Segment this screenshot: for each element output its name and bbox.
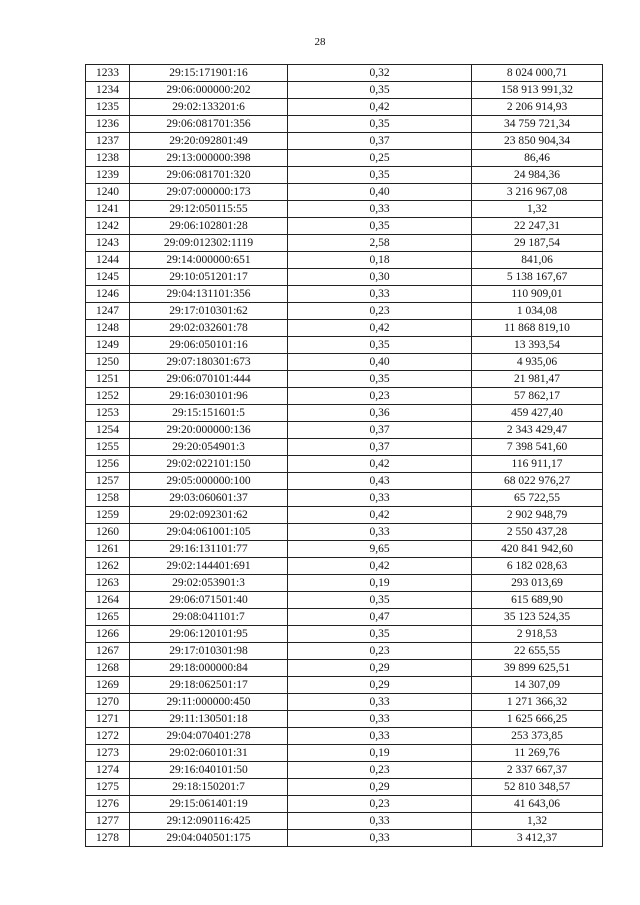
table-row: [86, 507, 603, 524]
table-row: [86, 354, 603, 371]
row-number-cell: 1272: [86, 728, 130, 745]
cadastral-number-cell: 29:16:040101:50: [130, 762, 288, 779]
table-row: [86, 643, 603, 660]
cadastral-number-cell: 29:18:000000:84: [130, 660, 288, 677]
rate-cell: 0,42: [288, 558, 472, 575]
rate-cell: 0,35: [288, 82, 472, 99]
row-number-cell: 1240: [86, 184, 130, 201]
rate-cell: 0,43: [288, 473, 472, 490]
table-row: [86, 303, 603, 320]
row-number-cell: 1239: [86, 167, 130, 184]
table-row: [86, 133, 603, 150]
row-number-cell: 1241: [86, 201, 130, 218]
amount-cell: 11 269,76: [472, 745, 603, 762]
row-number-cell: 1243: [86, 235, 130, 252]
table-row: [86, 745, 603, 762]
cadastral-number-cell: 29:05:000000:100: [130, 473, 288, 490]
table-row: [86, 150, 603, 167]
amount-cell: 1 271 366,32: [472, 694, 603, 711]
rate-cell: 0,47: [288, 609, 472, 626]
row-number-cell: 1250: [86, 354, 130, 371]
rate-cell: 0,19: [288, 745, 472, 762]
amount-cell: 22 655,55: [472, 643, 603, 660]
row-number-cell: 1273: [86, 745, 130, 762]
row-number-cell: 1236: [86, 116, 130, 133]
rate-cell: 0,33: [288, 201, 472, 218]
table-row: [86, 762, 603, 779]
row-number-cell: 1235: [86, 99, 130, 116]
row-number-cell: 1275: [86, 779, 130, 796]
rate-cell: 0,42: [288, 507, 472, 524]
rate-cell: 0,40: [288, 184, 472, 201]
table-row: [86, 660, 603, 677]
row-number-cell: 1260: [86, 524, 130, 541]
rate-cell: 0,30: [288, 269, 472, 286]
amount-cell: 14 307,09: [472, 677, 603, 694]
amount-cell: 13 393,54: [472, 337, 603, 354]
table-row: [86, 269, 603, 286]
row-number-cell: 1259: [86, 507, 130, 524]
row-number-cell: 1238: [86, 150, 130, 167]
cadastral-number-cell: 29:03:060601:37: [130, 490, 288, 507]
amount-cell: 34 759 721,34: [472, 116, 603, 133]
page-number: 28: [314, 36, 326, 48]
rate-cell: 0,33: [288, 813, 472, 830]
row-number-cell: 1268: [86, 660, 130, 677]
amount-cell: 2 343 429,47: [472, 422, 603, 439]
cadastral-number-cell: 29:16:030101:96: [130, 388, 288, 405]
table-row: [86, 82, 603, 99]
row-number-cell: 1252: [86, 388, 130, 405]
rate-cell: 0,25: [288, 150, 472, 167]
table-row: [86, 116, 603, 133]
table-row: [86, 592, 603, 609]
rate-cell: 0,23: [288, 388, 472, 405]
amount-cell: 3 216 967,08: [472, 184, 603, 201]
table-row: [86, 65, 603, 82]
rate-cell: 0,33: [288, 286, 472, 303]
row-number-cell: 1246: [86, 286, 130, 303]
cadastral-number-cell: 29:06:000000:202: [130, 82, 288, 99]
rate-cell: 0,36: [288, 405, 472, 422]
amount-cell: 1 625 666,25: [472, 711, 603, 728]
rate-cell: 0,29: [288, 677, 472, 694]
row-number-cell: 1257: [86, 473, 130, 490]
rate-cell: 0,35: [288, 116, 472, 133]
cadastral-number-cell: 29:11:130501:18: [130, 711, 288, 728]
amount-cell: 420 841 942,60: [472, 541, 603, 558]
rate-cell: 0,29: [288, 660, 472, 677]
table-row: [86, 337, 603, 354]
cadastral-number-cell: 29:17:010301:98: [130, 643, 288, 660]
rate-cell: 0,32: [288, 65, 472, 82]
table-row: [86, 728, 603, 745]
cadastral-number-cell: 29:06:081701:356: [130, 116, 288, 133]
rate-cell: 0,18: [288, 252, 472, 269]
table-row: [86, 99, 603, 116]
amount-cell: 7 398 541,60: [472, 439, 603, 456]
rate-cell: 0,29: [288, 779, 472, 796]
row-number-cell: 1269: [86, 677, 130, 694]
rate-cell: 0,33: [288, 830, 472, 847]
table-row: [86, 779, 603, 796]
cadastral-number-cell: 29:04:131101:356: [130, 286, 288, 303]
rate-cell: 0,42: [288, 456, 472, 473]
table-row: [86, 711, 603, 728]
cadastral-number-cell: 29:04:061001:105: [130, 524, 288, 541]
cadastral-number-cell: 29:06:071501:40: [130, 592, 288, 609]
cadastral-number-cell: 29:07:180301:673: [130, 354, 288, 371]
row-number-cell: 1263: [86, 575, 130, 592]
cadastral-number-cell: 29:15:151601:5: [130, 405, 288, 422]
cadastral-number-cell: 29:02:053901:3: [130, 575, 288, 592]
amount-cell: 22 247,31: [472, 218, 603, 235]
table-row: [86, 677, 603, 694]
cadastral-number-cell: 29:08:041101:7: [130, 609, 288, 626]
rate-cell: 0,33: [288, 694, 472, 711]
rate-cell: 0,33: [288, 524, 472, 541]
cadastral-number-cell: 29:14:000000:651: [130, 252, 288, 269]
table-row: [86, 286, 603, 303]
amount-cell: 3 412,37: [472, 830, 603, 847]
row-number-cell: 1266: [86, 626, 130, 643]
amount-cell: 52 810 348,57: [472, 779, 603, 796]
amount-cell: 615 689,90: [472, 592, 603, 609]
cadastral-number-cell: 29:12:050115:55: [130, 201, 288, 218]
rate-cell: 0,35: [288, 218, 472, 235]
amount-cell: 39 899 625,51: [472, 660, 603, 677]
amount-cell: 29 187,54: [472, 235, 603, 252]
amount-cell: 1 034,08: [472, 303, 603, 320]
row-number-cell: 1244: [86, 252, 130, 269]
rate-cell: 0,23: [288, 762, 472, 779]
table-row: [86, 184, 603, 201]
rate-cell: 0,40: [288, 354, 472, 371]
table-row: [86, 694, 603, 711]
rate-cell: 0,19: [288, 575, 472, 592]
rate-cell: 0,23: [288, 303, 472, 320]
amount-cell: 5 138 167,67: [472, 269, 603, 286]
amount-cell: 21 981,47: [472, 371, 603, 388]
rate-cell: 9,65: [288, 541, 472, 558]
cadastral-number-cell: 29:07:000000:173: [130, 184, 288, 201]
table-row: [86, 626, 603, 643]
cadastral-number-cell: 29:04:070401:278: [130, 728, 288, 745]
row-number-cell: 1245: [86, 269, 130, 286]
cadastral-number-cell: 29:16:131101:77: [130, 541, 288, 558]
cadastral-number-cell: 29:06:102801:28: [130, 218, 288, 235]
amount-cell: 24 984,36: [472, 167, 603, 184]
row-number-cell: 1251: [86, 371, 130, 388]
amount-cell: 86,46: [472, 150, 603, 167]
amount-cell: 841,06: [472, 252, 603, 269]
amount-cell: 110 909,01: [472, 286, 603, 303]
row-number-cell: 1267: [86, 643, 130, 660]
amount-cell: 65 722,55: [472, 490, 603, 507]
table-row: [86, 201, 603, 218]
table-row: [86, 524, 603, 541]
table-row: [86, 796, 603, 813]
cadastral-number-cell: 29:02:092301:62: [130, 507, 288, 524]
cadastral-number-cell: 29:12:090116:425: [130, 813, 288, 830]
row-number-cell: 1261: [86, 541, 130, 558]
amount-cell: 253 373,85: [472, 728, 603, 745]
table-row: [86, 456, 603, 473]
row-number-cell: 1234: [86, 82, 130, 99]
cadastral-number-cell: 29:06:120101:95: [130, 626, 288, 643]
row-number-cell: 1271: [86, 711, 130, 728]
cadastral-number-cell: 29:06:050101:16: [130, 337, 288, 354]
cadastral-number-cell: 29:02:060101:31: [130, 745, 288, 762]
amount-cell: 1,32: [472, 813, 603, 830]
cadastral-number-cell: 29:20:000000:136: [130, 422, 288, 439]
table-row: [86, 813, 603, 830]
row-number-cell: 1276: [86, 796, 130, 813]
cadastral-number-cell: 29:13:000000:398: [130, 150, 288, 167]
row-number-cell: 1242: [86, 218, 130, 235]
table-row: [86, 235, 603, 252]
amount-cell: 6 182 028,63: [472, 558, 603, 575]
rate-cell: 0,35: [288, 626, 472, 643]
rate-cell: 0,33: [288, 711, 472, 728]
cadastral-number-cell: 29:17:010301:62: [130, 303, 288, 320]
rate-cell: 0,37: [288, 439, 472, 456]
row-number-cell: 1253: [86, 405, 130, 422]
amount-cell: 4 935,06: [472, 354, 603, 371]
cadastral-number-cell: 29:02:022101:150: [130, 456, 288, 473]
rate-cell: 0,33: [288, 490, 472, 507]
table-row: [86, 473, 603, 490]
cadastral-number-cell: 29:09:012302:1119: [130, 235, 288, 252]
row-number-cell: 1258: [86, 490, 130, 507]
cadastral-number-cell: 29:18:062501:17: [130, 677, 288, 694]
row-number-cell: 1262: [86, 558, 130, 575]
amount-cell: 23 850 904,34: [472, 133, 603, 150]
cadastral-number-cell: 29:15:061401:19: [130, 796, 288, 813]
table-row: [86, 490, 603, 507]
row-number-cell: 1270: [86, 694, 130, 711]
cadastral-number-cell: 29:02:144401:691: [130, 558, 288, 575]
table-row: [86, 575, 603, 592]
table-row: [86, 320, 603, 337]
table-row: [86, 541, 603, 558]
cadastral-number-cell: 29:04:040501:175: [130, 830, 288, 847]
row-number-cell: 1265: [86, 609, 130, 626]
amount-cell: 57 862,17: [472, 388, 603, 405]
table-row: [86, 830, 603, 847]
amount-cell: 2 550 437,28: [472, 524, 603, 541]
amount-cell: 11 868 819,10: [472, 320, 603, 337]
amount-cell: 158 913 991,32: [472, 82, 603, 99]
cadastral-number-cell: 29:15:171901:16: [130, 65, 288, 82]
row-number-cell: 1277: [86, 813, 130, 830]
row-number-cell: 1264: [86, 592, 130, 609]
amount-cell: 116 911,17: [472, 456, 603, 473]
cadastral-number-cell: 29:18:150201:7: [130, 779, 288, 796]
cadastral-number-cell: 29:20:054901:3: [130, 439, 288, 456]
cadastral-number-cell: 29:11:000000:450: [130, 694, 288, 711]
cadastral-number-cell: 29:06:070101:444: [130, 371, 288, 388]
cadastral-number-cell: 29:02:133201:6: [130, 99, 288, 116]
row-number-cell: 1249: [86, 337, 130, 354]
table-row: [86, 558, 603, 575]
rate-cell: 0,23: [288, 796, 472, 813]
cadastral-number-cell: 29:02:032601:78: [130, 320, 288, 337]
row-number-cell: 1274: [86, 762, 130, 779]
table-row: [86, 388, 603, 405]
amount-cell: 2 337 667,37: [472, 762, 603, 779]
amount-cell: 293 013,69: [472, 575, 603, 592]
amount-cell: 459 427,40: [472, 405, 603, 422]
amount-cell: 2 918,53: [472, 626, 603, 643]
amount-cell: 35 123 524,35: [472, 609, 603, 626]
table-row: [86, 371, 603, 388]
amount-cell: 8 024 000,71: [472, 65, 603, 82]
row-number-cell: 1256: [86, 456, 130, 473]
rate-cell: 0,35: [288, 167, 472, 184]
rate-cell: 0,35: [288, 371, 472, 388]
amount-cell: 2 206 914,93: [472, 99, 603, 116]
amount-cell: 1,32: [472, 201, 603, 218]
rate-cell: 0,42: [288, 99, 472, 116]
row-number-cell: 1248: [86, 320, 130, 337]
cadastral-number-cell: 29:06:081701:320: [130, 167, 288, 184]
row-number-cell: 1237: [86, 133, 130, 150]
table-row: [86, 439, 603, 456]
table-row: [86, 167, 603, 184]
rate-cell: 0,37: [288, 422, 472, 439]
rate-cell: 0,33: [288, 728, 472, 745]
table-row: [86, 609, 603, 626]
amount-cell: 68 022 976,27: [472, 473, 603, 490]
row-number-cell: 1255: [86, 439, 130, 456]
rate-cell: 0,37: [288, 133, 472, 150]
data-table: [85, 64, 603, 847]
amount-cell: 2 902 948,79: [472, 507, 603, 524]
table-row: [86, 218, 603, 235]
row-number-cell: 1254: [86, 422, 130, 439]
table-row: [86, 405, 603, 422]
rate-cell: 2,58: [288, 235, 472, 252]
row-number-cell: 1247: [86, 303, 130, 320]
row-number-cell: 1278: [86, 830, 130, 847]
cadastral-number-cell: 29:10:051201:17: [130, 269, 288, 286]
row-number-cell: 1233: [86, 65, 130, 82]
rate-cell: 0,23: [288, 643, 472, 660]
cadastral-number-cell: 29:20:092801:49: [130, 133, 288, 150]
amount-cell: 41 643,06: [472, 796, 603, 813]
rate-cell: 0,42: [288, 320, 472, 337]
rate-cell: 0,35: [288, 592, 472, 609]
table-row: [86, 252, 603, 269]
table-row: [86, 422, 603, 439]
table-body: [86, 65, 603, 847]
rate-cell: 0,35: [288, 337, 472, 354]
